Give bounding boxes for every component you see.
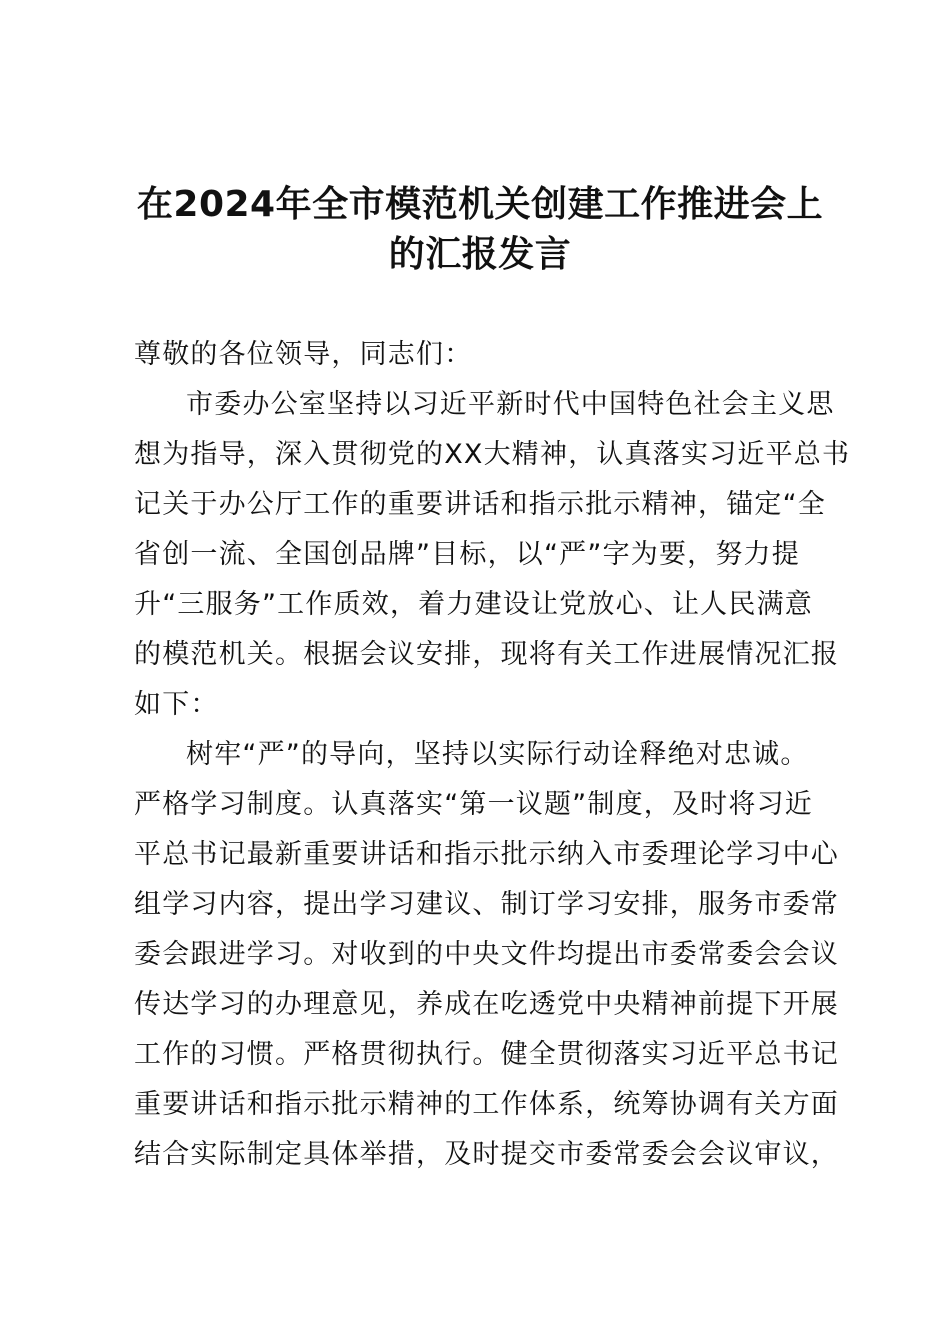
paragraph-2 — [134, 730, 839, 1180]
paragraph-1-line: 省创一流、全国创品牌”目标，以“严”字为要，努力提 — [134, 539, 800, 570]
paragraph-1-line: 想为指导，深入贯彻党的XX大精神，认真落实习近平总书 — [134, 439, 851, 470]
paragraph-1 — [134, 380, 851, 730]
paragraph-2-line: 委会跟进学习。对收到的中央文件均提出市委常委会会议 — [134, 939, 839, 970]
paragraph-2-line: 组学习内容，提出学习建议、制订学习安排，服务市委常 — [134, 889, 839, 920]
paragraph-2-line: 传达学习的办理意见，养成在吃透党中央精神前提下开展 — [134, 989, 839, 1020]
document-body — [134, 330, 851, 1180]
document-title-line-1: 在2024年全市模范机关创建工作推进会上 — [136, 184, 824, 225]
paragraph-2-line: 严格学习制度。认真落实“第一议题”制度，及时将习近 — [134, 789, 813, 820]
document-title-line-2: 的汇报发言 — [388, 234, 572, 275]
paragraph-2-line: 平总书记最新重要讲话和指示批示纳入市委理论学习中心 — [134, 839, 839, 870]
paragraph-2-line: 重要讲话和指示批示精神的工作体系，统筹协调有关方面 — [134, 1089, 839, 1120]
paragraph-1-line: 的模范机关。根据会议安排，现将有关工作进展情况汇报 — [134, 639, 839, 670]
paragraph-2-line: 工作的习惯。严格贯彻执行。健全贯彻落实习近平总书记 — [134, 1039, 839, 1070]
paragraph-2-line: 结合实际制定具体举措，及时提交市委常委会会议审议， — [134, 1139, 839, 1170]
paragraph-1-line: 市委办公室坚持以习近平新时代中国特色社会主义思 — [186, 389, 835, 420]
paragraph-2-line: 树牢“严”的导向，坚持以实际行动诠释绝对忠诚。 — [186, 739, 809, 770]
paragraph-1-line: 如下： — [134, 689, 219, 720]
paragraph-1-line: 记关于办公厅工作的重要讲话和指示批示精神，锚定“全 — [134, 489, 826, 520]
salutation: 尊敬的各位领导，同志们： — [134, 339, 473, 370]
paragraph-1-line: 升“三服务”工作质效，着力建设让党放心、让人民满意 — [134, 589, 813, 620]
